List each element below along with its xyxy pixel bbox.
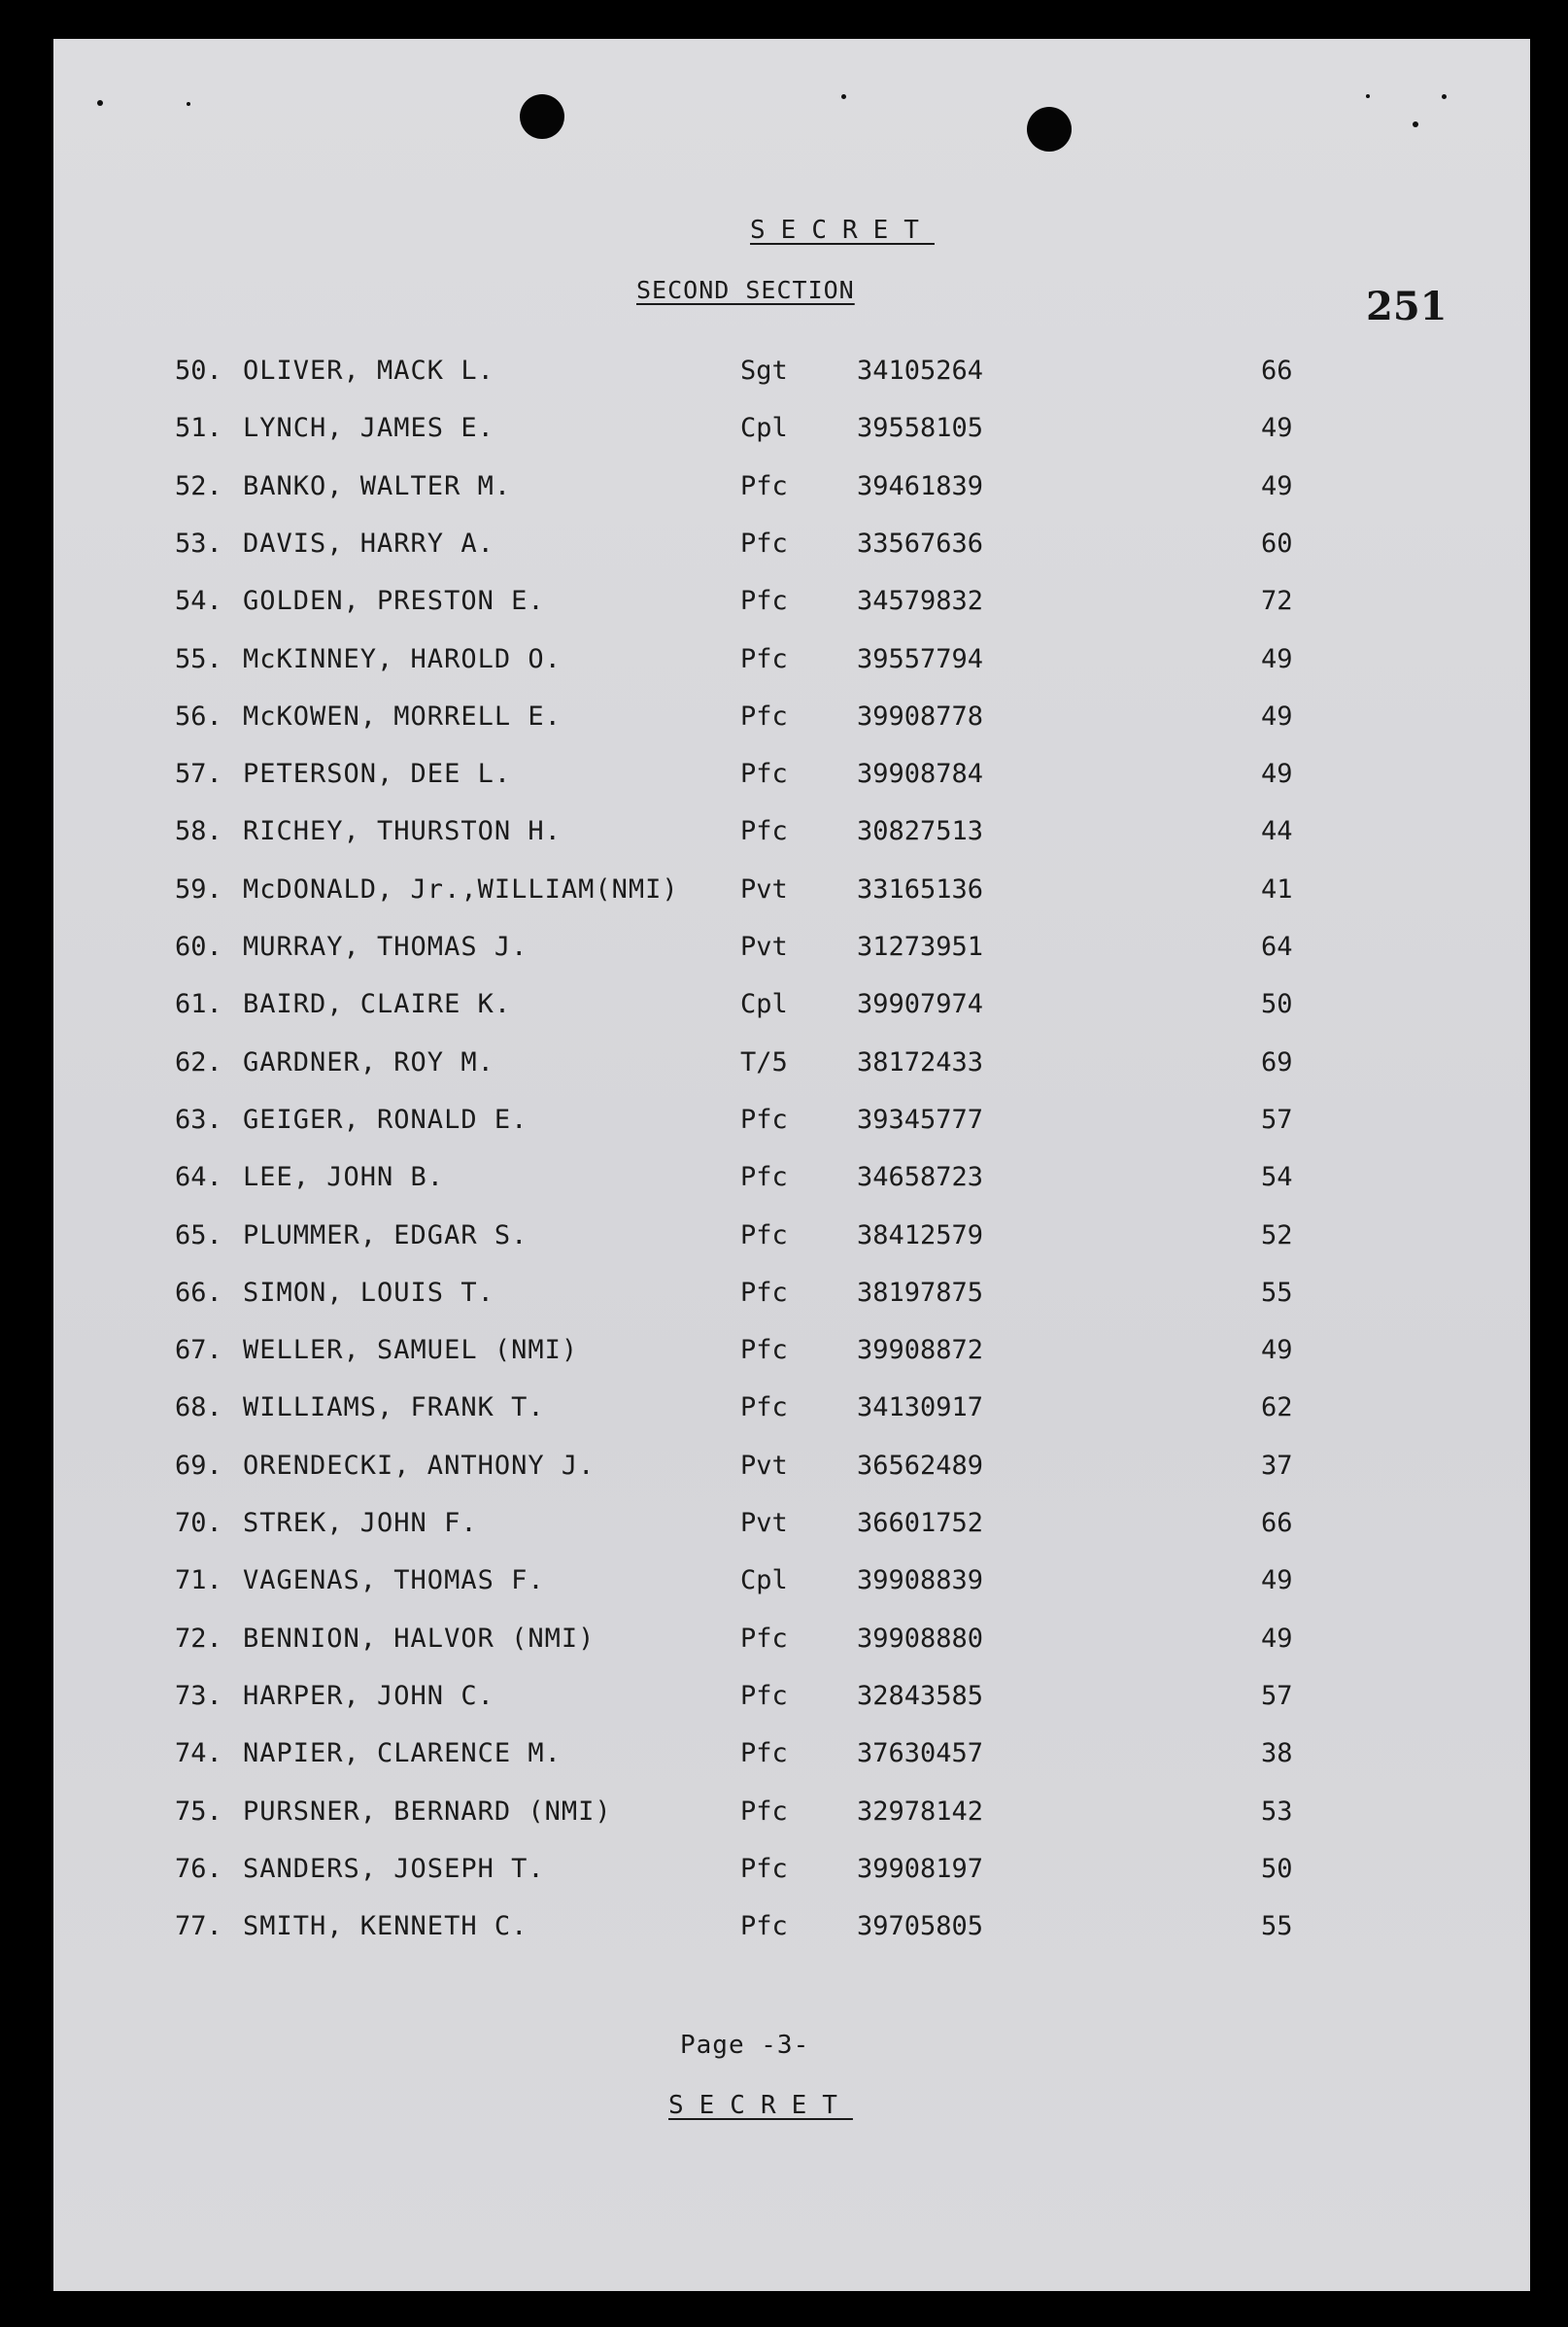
roster-row <box>0 874 1568 913</box>
score-value: 49 <box>1261 701 1293 732</box>
score-value: 50 <box>1261 989 1293 1020</box>
entry-number: 73. <box>175 1680 222 1711</box>
serial-number: 31273951 <box>857 932 984 962</box>
entry-number: 67. <box>175 1335 222 1366</box>
soldier-rank: Pfc <box>740 1911 788 1942</box>
score-value: 52 <box>1261 1219 1293 1250</box>
roster-row <box>0 1335 1568 1374</box>
soldier-rank: Pfc <box>740 1796 788 1827</box>
soldier-name: McKOWEN, MORRELL E. <box>243 701 562 732</box>
entry-number: 58. <box>175 816 222 847</box>
score-value: 57 <box>1261 1680 1293 1711</box>
roster-row <box>0 644 1568 683</box>
soldier-rank: Cpl <box>740 413 788 444</box>
soldier-rank: Pfc <box>740 1392 788 1423</box>
soldier-name: BAIRD, CLAIRE K. <box>243 989 512 1020</box>
score-value: 54 <box>1261 1162 1293 1193</box>
soldier-rank: Pfc <box>740 1162 788 1193</box>
roster-row <box>0 471 1568 510</box>
soldier-rank: Pvt <box>740 932 788 962</box>
score-value: 72 <box>1261 586 1293 617</box>
soldier-rank: Pfc <box>740 1623 788 1654</box>
serial-number: 39908778 <box>857 701 984 732</box>
score-value: 62 <box>1261 1392 1293 1423</box>
entry-number: 74. <box>175 1738 222 1769</box>
soldier-name: NAPIER, CLARENCE M. <box>243 1738 562 1769</box>
soldier-name: ORENDECKI, ANTHONY J. <box>243 1450 596 1481</box>
entry-number: 53. <box>175 528 222 559</box>
entry-number: 51. <box>175 413 222 444</box>
soldier-rank: Pfc <box>740 1219 788 1250</box>
serial-number: 34105264 <box>857 356 984 386</box>
roster-row <box>0 816 1568 855</box>
serial-number: 39461839 <box>857 470 984 501</box>
roster-row <box>0 759 1568 798</box>
roster-row <box>0 932 1568 971</box>
score-value: 55 <box>1261 1911 1293 1942</box>
soldier-name: MURRAY, THOMAS J. <box>243 932 528 962</box>
serial-number: 39908872 <box>857 1335 984 1366</box>
entry-number: 54. <box>175 586 222 617</box>
soldier-rank: Sgt <box>740 356 788 386</box>
score-value: 55 <box>1261 1277 1293 1308</box>
roster-row <box>0 1624 1568 1662</box>
soldier-name: DAVIS, HARRY A. <box>243 528 494 559</box>
soldier-name: WELLER, SAMUEL (NMI) <box>243 1335 579 1366</box>
roster-row <box>0 1392 1568 1431</box>
serial-number: 39705805 <box>857 1911 984 1942</box>
entry-number: 59. <box>175 873 222 905</box>
entry-number: 62. <box>175 1046 222 1078</box>
roster-row <box>0 1047 1568 1086</box>
entry-number: 57. <box>175 759 222 790</box>
serial-number: 32978142 <box>857 1796 984 1827</box>
serial-number: 39908197 <box>857 1853 984 1884</box>
score-value: 66 <box>1261 1508 1293 1538</box>
soldier-rank: Pfc <box>740 701 788 732</box>
soldier-rank: Pfc <box>740 1277 788 1308</box>
soldier-name: PLUMMER, EDGAR S. <box>243 1219 528 1250</box>
punch-hole-right <box>1027 107 1072 152</box>
soldier-name: STREK, JOHN F. <box>243 1508 478 1538</box>
soldier-rank: T/5 <box>740 1046 788 1078</box>
serial-number: 38197875 <box>857 1277 984 1308</box>
roster-row <box>0 1911 1568 1950</box>
serial-number: 39345777 <box>857 1104 984 1135</box>
paper-speck <box>97 100 103 106</box>
score-value: 49 <box>1261 1623 1293 1654</box>
soldier-name: LEE, JOHN B. <box>243 1162 445 1193</box>
entry-number: 64. <box>175 1162 222 1193</box>
entry-number: 69. <box>175 1450 222 1481</box>
score-value: 41 <box>1261 873 1293 905</box>
soldier-name: RICHEY, THURSTON H. <box>243 816 562 847</box>
secret-heading: SECRET <box>750 216 935 245</box>
serial-number: 34130917 <box>857 1392 984 1423</box>
punch-hole-left <box>520 94 564 139</box>
paper-speck <box>1366 94 1370 98</box>
roster-row <box>0 1105 1568 1144</box>
soldier-name: GARDNER, ROY M. <box>243 1046 494 1078</box>
serial-number: 38412579 <box>857 1219 984 1250</box>
entry-number: 77. <box>175 1911 222 1942</box>
serial-number: 33165136 <box>857 873 984 905</box>
score-value: 49 <box>1261 643 1293 674</box>
roster-row <box>0 702 1568 740</box>
serial-number: 32843585 <box>857 1680 984 1711</box>
soldier-rank: Pfc <box>740 816 788 847</box>
entry-number: 76. <box>175 1853 222 1884</box>
roster-row <box>0 1565 1568 1604</box>
soldier-rank: Pfc <box>740 586 788 617</box>
soldier-name: WILLIAMS, FRANK T. <box>243 1392 545 1423</box>
soldier-rank: Pvt <box>740 1450 788 1481</box>
score-value: 38 <box>1261 1738 1293 1769</box>
roster-row <box>0 1508 1568 1547</box>
serial-number: 39908880 <box>857 1623 984 1654</box>
soldier-rank: Pfc <box>740 1853 788 1884</box>
score-value: 49 <box>1261 470 1293 501</box>
roster-row <box>0 1738 1568 1777</box>
entry-number: 71. <box>175 1565 222 1596</box>
serial-number: 38172433 <box>857 1046 984 1078</box>
soldier-rank: Cpl <box>740 989 788 1020</box>
score-value: 69 <box>1261 1046 1293 1078</box>
entry-number: 66. <box>175 1277 222 1308</box>
soldier-name: SIMON, LOUIS T. <box>243 1277 494 1308</box>
roster-row <box>0 1162 1568 1201</box>
serial-number: 39557794 <box>857 643 984 674</box>
soldier-name: LYNCH, JAMES E. <box>243 413 494 444</box>
score-value: 66 <box>1261 356 1293 386</box>
serial-number: 39908784 <box>857 759 984 790</box>
soldier-name: VAGENAS, THOMAS F. <box>243 1565 545 1596</box>
soldier-name: McKINNEY, HAROLD O. <box>243 643 562 674</box>
entry-number: 65. <box>175 1219 222 1250</box>
score-value: 49 <box>1261 1335 1293 1366</box>
score-value: 64 <box>1261 932 1293 962</box>
roster-row <box>0 413 1568 452</box>
soldier-rank: Cpl <box>740 1565 788 1596</box>
entry-number: 52. <box>175 470 222 501</box>
roster-row <box>0 1681 1568 1720</box>
roster-row <box>0 586 1568 625</box>
sheet-number: 251 <box>1366 284 1448 329</box>
entry-number: 70. <box>175 1508 222 1538</box>
score-value: 49 <box>1261 413 1293 444</box>
soldier-name: PETERSON, DEE L. <box>243 759 512 790</box>
score-value: 49 <box>1261 1565 1293 1596</box>
entry-number: 56. <box>175 701 222 732</box>
soldier-rank: Pvt <box>740 1508 788 1538</box>
roster-row <box>0 1220 1568 1259</box>
serial-number: 33567636 <box>857 528 984 559</box>
roster-row <box>0 356 1568 394</box>
soldier-name: PURSNER, BERNARD (NMI) <box>243 1796 612 1827</box>
page-label: Page -3- <box>680 2031 810 2060</box>
entry-number: 55. <box>175 643 222 674</box>
soldier-name: SMITH, KENNETH C. <box>243 1911 528 1942</box>
soldier-name: BANKO, WALTER M. <box>243 470 512 501</box>
soldier-name: BENNION, HALVOR (NMI) <box>243 1623 596 1654</box>
entry-number: 75. <box>175 1796 222 1827</box>
soldier-rank: Pfc <box>740 759 788 790</box>
serial-number: 39908839 <box>857 1565 984 1596</box>
entry-number: 60. <box>175 932 222 962</box>
soldier-name: SANDERS, JOSEPH T. <box>243 1853 545 1884</box>
score-value: 57 <box>1261 1104 1293 1135</box>
roster-row <box>0 1854 1568 1893</box>
serial-number: 39558105 <box>857 413 984 444</box>
entry-number: 61. <box>175 989 222 1020</box>
soldier-rank: Pfc <box>740 1335 788 1366</box>
serial-number: 34658723 <box>857 1162 984 1193</box>
section-heading: SECOND SECTION <box>636 276 855 304</box>
soldier-name: GOLDEN, PRESTON E. <box>243 586 545 617</box>
serial-number: 36562489 <box>857 1450 984 1481</box>
serial-number: 36601752 <box>857 1508 984 1538</box>
roster-row <box>0 1451 1568 1489</box>
serial-number: 34579832 <box>857 586 984 617</box>
roster-row <box>0 1278 1568 1317</box>
soldier-rank: Pfc <box>740 1680 788 1711</box>
score-value: 60 <box>1261 528 1293 559</box>
serial-number: 37630457 <box>857 1738 984 1769</box>
score-value: 44 <box>1261 816 1293 847</box>
entry-number: 68. <box>175 1392 222 1423</box>
soldier-rank: Pvt <box>740 873 788 905</box>
score-value: 50 <box>1261 1853 1293 1884</box>
soldier-name: GEIGER, RONALD E. <box>243 1104 528 1135</box>
paper-speck <box>1442 94 1447 99</box>
score-value: 37 <box>1261 1450 1293 1481</box>
entry-number: 72. <box>175 1623 222 1654</box>
paper-speck <box>187 102 190 106</box>
soldier-rank: Pfc <box>740 1104 788 1135</box>
roster-row <box>0 989 1568 1028</box>
roster-row <box>0 529 1568 567</box>
score-value: 53 <box>1261 1796 1293 1827</box>
entry-number: 50. <box>175 356 222 386</box>
soldier-rank: Pfc <box>740 1738 788 1769</box>
paper-speck <box>841 94 846 99</box>
secret-footer: SECRET <box>668 2091 853 2120</box>
soldier-name: McDONALD, Jr.,WILLIAM(NMI) <box>243 873 679 905</box>
soldier-rank: Pfc <box>740 643 788 674</box>
soldier-name: HARPER, JOHN C. <box>243 1680 494 1711</box>
soldier-rank: Pfc <box>740 470 788 501</box>
soldier-rank: Pfc <box>740 528 788 559</box>
entry-number: 63. <box>175 1104 222 1135</box>
serial-number: 39907974 <box>857 989 984 1020</box>
score-value: 49 <box>1261 759 1293 790</box>
roster-row <box>0 1797 1568 1835</box>
paper-speck <box>1413 121 1418 127</box>
serial-number: 30827513 <box>857 816 984 847</box>
soldier-name: OLIVER, MACK L. <box>243 356 494 386</box>
